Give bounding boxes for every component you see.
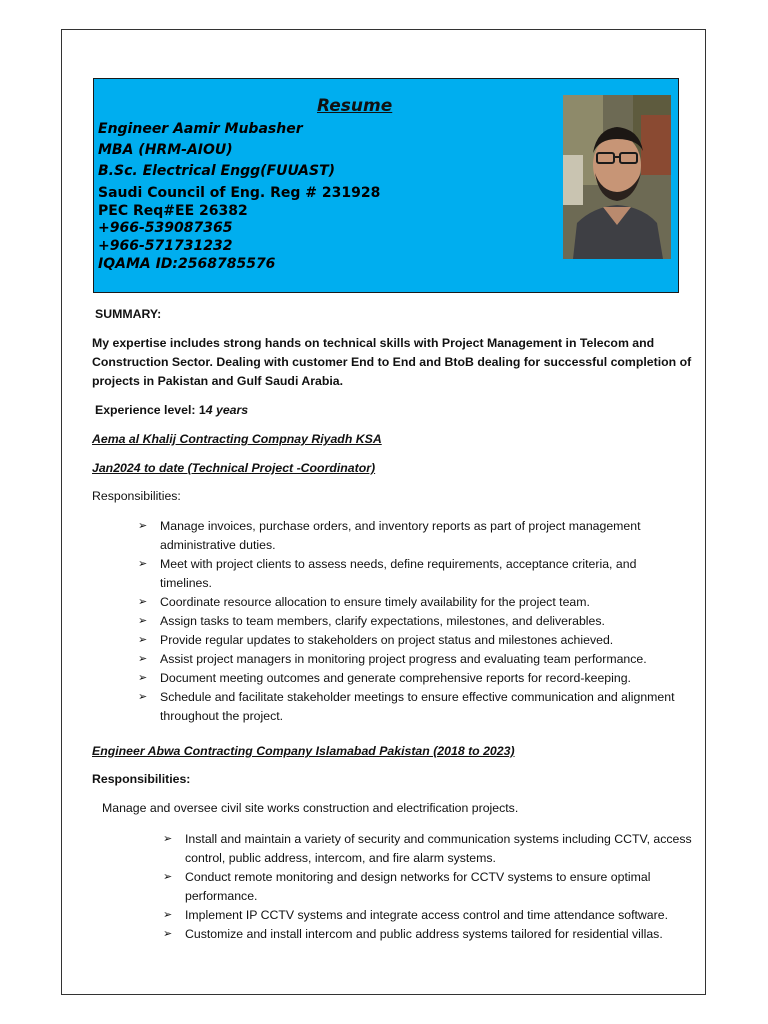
pec-reg: PEC Req#EE 26382: [98, 203, 248, 219]
job2-intro: Manage and oversee civil site works construction and electrification projects.: [102, 801, 519, 815]
job2-company: Engineer Abwa Contracting Company Islamabad Pakistan (2018 to 2023): [92, 744, 515, 758]
experience-level: [95, 403, 248, 417]
list-item-line: Coordinate resource allocation to ensure timely availability for the project team.: [160, 595, 590, 609]
degree-bsc: B.Sc. Electrical Engg(FUUAST): [98, 163, 336, 179]
job1-company: Aema al Khalij Contracting Compnay Riyadh KSA: [92, 432, 382, 446]
list-item: [138, 631, 698, 650]
arrow-bullet-icon: ➢: [138, 596, 148, 608]
list-item-line: Provide regular updates to stakeholders on project status and milestones achieved.: [160, 633, 614, 647]
portrait-image: [563, 95, 671, 259]
arrow-bullet-icon: ➢: [163, 871, 173, 883]
list-item-line: Implement IP CCTV systems and integrate access control and time attendance software.: [185, 908, 668, 922]
arrow-bullet-icon: ➢: [138, 558, 148, 570]
experience-value: 4 years: [205, 403, 249, 417]
iqama-id: IQAMA ID:2568785576: [98, 256, 276, 272]
arrow-bullet-icon: ➢: [138, 615, 148, 627]
list-item-line: Assign tasks to team members, clarify expectations, milestones, and deliverables.: [160, 614, 605, 628]
list-item: [163, 925, 703, 944]
list-item: [138, 650, 698, 669]
list-item-line: Customize and install intercom and public address systems tailored for residential villas.: [185, 927, 663, 941]
list-item-line: timelines.: [160, 576, 212, 590]
degree-mba: MBA (HRM-AIOU): [98, 142, 233, 158]
summary-line-1: My expertise includes strong hands on technical skills with Project Management in Telecom and: [92, 336, 655, 350]
summary-label: SUMMARY:: [95, 307, 162, 321]
job2-responsibilities-list: [163, 830, 703, 944]
list-item-line: Assist project managers in monitoring project progress and evaluating team performance.: [160, 652, 647, 666]
list-item-line: Meet with project clients to assess needs, define requirements, acceptance criteria, and: [160, 557, 637, 571]
arrow-bullet-icon: ➢: [138, 520, 148, 532]
list-item: [138, 555, 698, 593]
list-item-line: Schedule and facilitate stakeholder meetings to ensure effective communication and alignment: [160, 690, 675, 704]
list-item: [138, 669, 698, 688]
list-item: [138, 593, 698, 612]
saudi-council-reg: Saudi Council of Eng. Reg # 231928: [98, 185, 381, 201]
profile-photo: [563, 95, 671, 259]
list-item: [163, 906, 703, 925]
job1-responsibilities-list: [138, 517, 698, 726]
list-item-line: administrative duties.: [160, 538, 276, 552]
list-item: [163, 868, 703, 906]
experience-label: Experience level: 1: [95, 403, 206, 417]
arrow-bullet-icon: ➢: [138, 672, 148, 684]
job1-responsibilities-label: Responsibilities:: [92, 489, 181, 503]
job2-responsibilities-label: Responsibilities:: [92, 772, 191, 786]
arrow-bullet-icon: ➢: [163, 909, 173, 921]
arrow-bullet-icon: ➢: [163, 928, 173, 940]
list-item-line: Document meeting outcomes and generate comprehensive reports for record-keeping.: [160, 671, 631, 685]
job1-period: Jan2024 to date (Technical Project -Coordinator): [92, 461, 376, 475]
list-item-line: throughout the project.: [160, 709, 284, 723]
list-item: [138, 517, 698, 555]
list-item-line: Conduct remote monitoring and design networks for CCTV systems to ensure optimal: [185, 870, 651, 884]
list-item-line: Install and maintain a variety of security and communication systems including CCTV, access: [185, 832, 692, 846]
arrow-bullet-icon: ➢: [138, 653, 148, 665]
resume-title: Resume: [317, 96, 393, 116]
list-item: [163, 830, 703, 868]
phone-2: +966-571731232: [98, 238, 233, 254]
summary-line-2: Construction Sector. Dealing with customer End to End and BtoB dealing for successful completion of: [92, 355, 692, 369]
summary-line-3: projects in Pakistan and Gulf Saudi Arabia.: [92, 374, 344, 388]
list-item: [138, 688, 698, 726]
phone-1: +966-539087365: [98, 220, 233, 236]
list-item: [138, 612, 698, 631]
arrow-bullet-icon: ➢: [163, 833, 173, 845]
list-item-line: Manage invoices, purchase orders, and inventory reports as part of project management: [160, 519, 641, 533]
list-item-line: performance.: [185, 889, 258, 903]
name-line: Engineer Aamir Mubasher: [98, 121, 303, 137]
arrow-bullet-icon: ➢: [138, 691, 148, 703]
list-item-line: control, public address, intercom, and fire alarm systems.: [185, 851, 496, 865]
arrow-bullet-icon: ➢: [138, 634, 148, 646]
